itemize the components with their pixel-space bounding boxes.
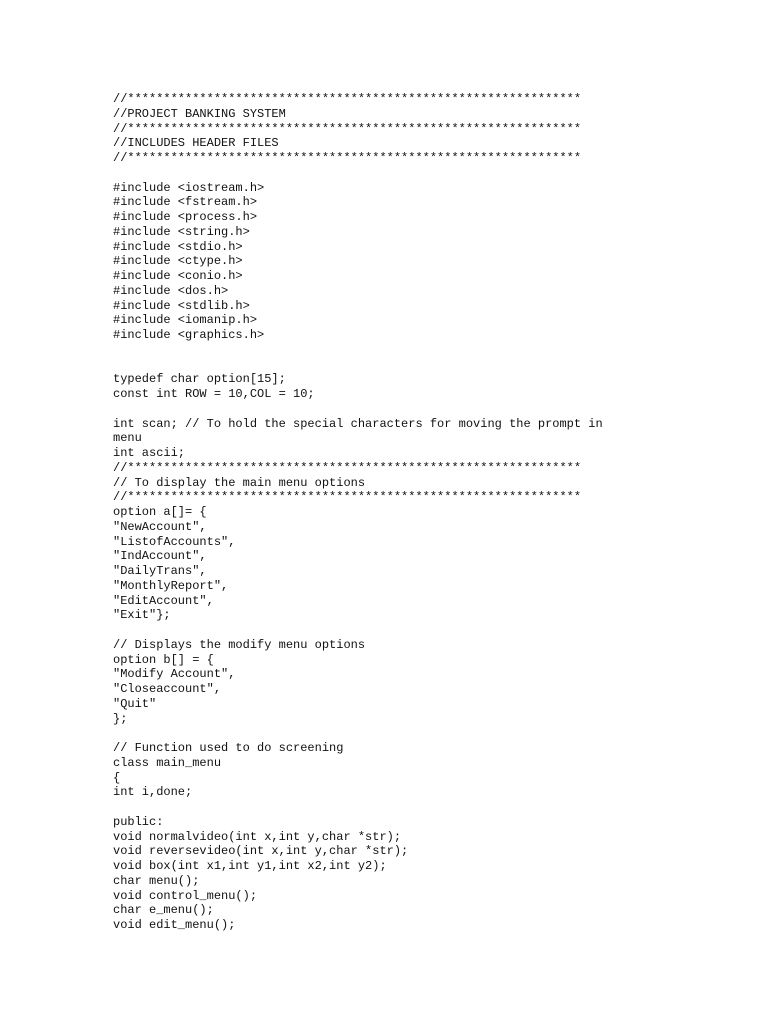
code-line: };	[113, 711, 128, 726]
code-line: //***************************************************************	[113, 460, 582, 475]
code-line: "ListofAccounts",	[113, 534, 236, 549]
code-line: char menu();	[113, 873, 200, 888]
code-line: #include <iostream.h>	[113, 180, 265, 195]
code-line	[113, 402, 653, 417]
code-line: //***************************************************************	[113, 490, 582, 505]
code-line: //***************************************************************	[113, 92, 582, 106]
code-line: // To display the main menu options	[113, 475, 366, 490]
code-line: #include <graphics.h>	[113, 328, 265, 342]
code-line: //PROJECT BANKING SYSTEM	[113, 106, 286, 121]
code-line	[113, 343, 653, 358]
code-line: #include <dos.h>	[113, 283, 229, 298]
code-line: void normalvideo(int x,int y,char *str);	[113, 829, 402, 844]
code-line: #include <ctype.h>	[113, 254, 243, 269]
code-line: #include <fstream.h>	[113, 195, 258, 210]
code-line: //***************************************************************	[113, 151, 582, 165]
code-line: void control_menu();	[113, 888, 258, 903]
code-line	[113, 358, 653, 373]
code-line: #include <stdlib.h>	[113, 298, 250, 313]
code-line: int scan; // To hold the special characters for moving the prompt in	[113, 416, 603, 431]
code-line	[113, 800, 653, 815]
code-line	[113, 623, 653, 638]
code-line: "IndAccount",	[113, 549, 207, 564]
code-line: #include <string.h>	[113, 224, 250, 239]
code-line: "Closeaccount",	[113, 682, 222, 696]
code-line: int i,done;	[113, 785, 193, 800]
code-line: "Exit"};	[113, 608, 171, 623]
code-line: "Modify Account",	[113, 667, 236, 682]
code-line: // Function used to do screening	[113, 741, 344, 755]
code-line: class main_menu	[113, 755, 222, 770]
code-line: {	[113, 770, 121, 785]
code-line: #include <process.h>	[113, 210, 258, 224]
code-listing	[113, 92, 653, 933]
code-line: //INCLUDES HEADER FILES	[113, 136, 279, 151]
code-line: void edit_menu();	[113, 918, 236, 932]
code-line: // Displays the modify menu options	[113, 637, 366, 652]
code-line: option a[]= {	[113, 505, 207, 519]
code-line: #include <iomanip.h>	[113, 313, 258, 328]
code-line	[113, 166, 653, 181]
code-line: "EditAccount",	[113, 593, 214, 608]
code-line: void box(int x1,int y1,int x2,int y2);	[113, 859, 387, 873]
code-line: option b[] = {	[113, 652, 214, 667]
code-line: int ascii;	[113, 446, 186, 460]
code-line: void reversevideo(int x,int y,char *str);	[113, 844, 409, 859]
code-line: "MonthlyReport",	[113, 578, 229, 593]
code-line: typedef char option[15];	[113, 372, 286, 387]
code-line: //***************************************************************	[113, 121, 582, 136]
code-line: menu	[113, 431, 142, 446]
code-line	[113, 726, 653, 741]
code-line: const int ROW = 10,COL = 10;	[113, 387, 315, 401]
code-line: char e_menu();	[113, 903, 214, 918]
code-line: #include <conio.h>	[113, 269, 243, 283]
code-line: "NewAccount",	[113, 519, 207, 534]
code-line: #include <stdio.h>	[113, 239, 243, 254]
code-line: "DailyTrans",	[113, 564, 207, 578]
code-line: "Quit"	[113, 696, 157, 711]
code-line: public:	[113, 814, 164, 829]
